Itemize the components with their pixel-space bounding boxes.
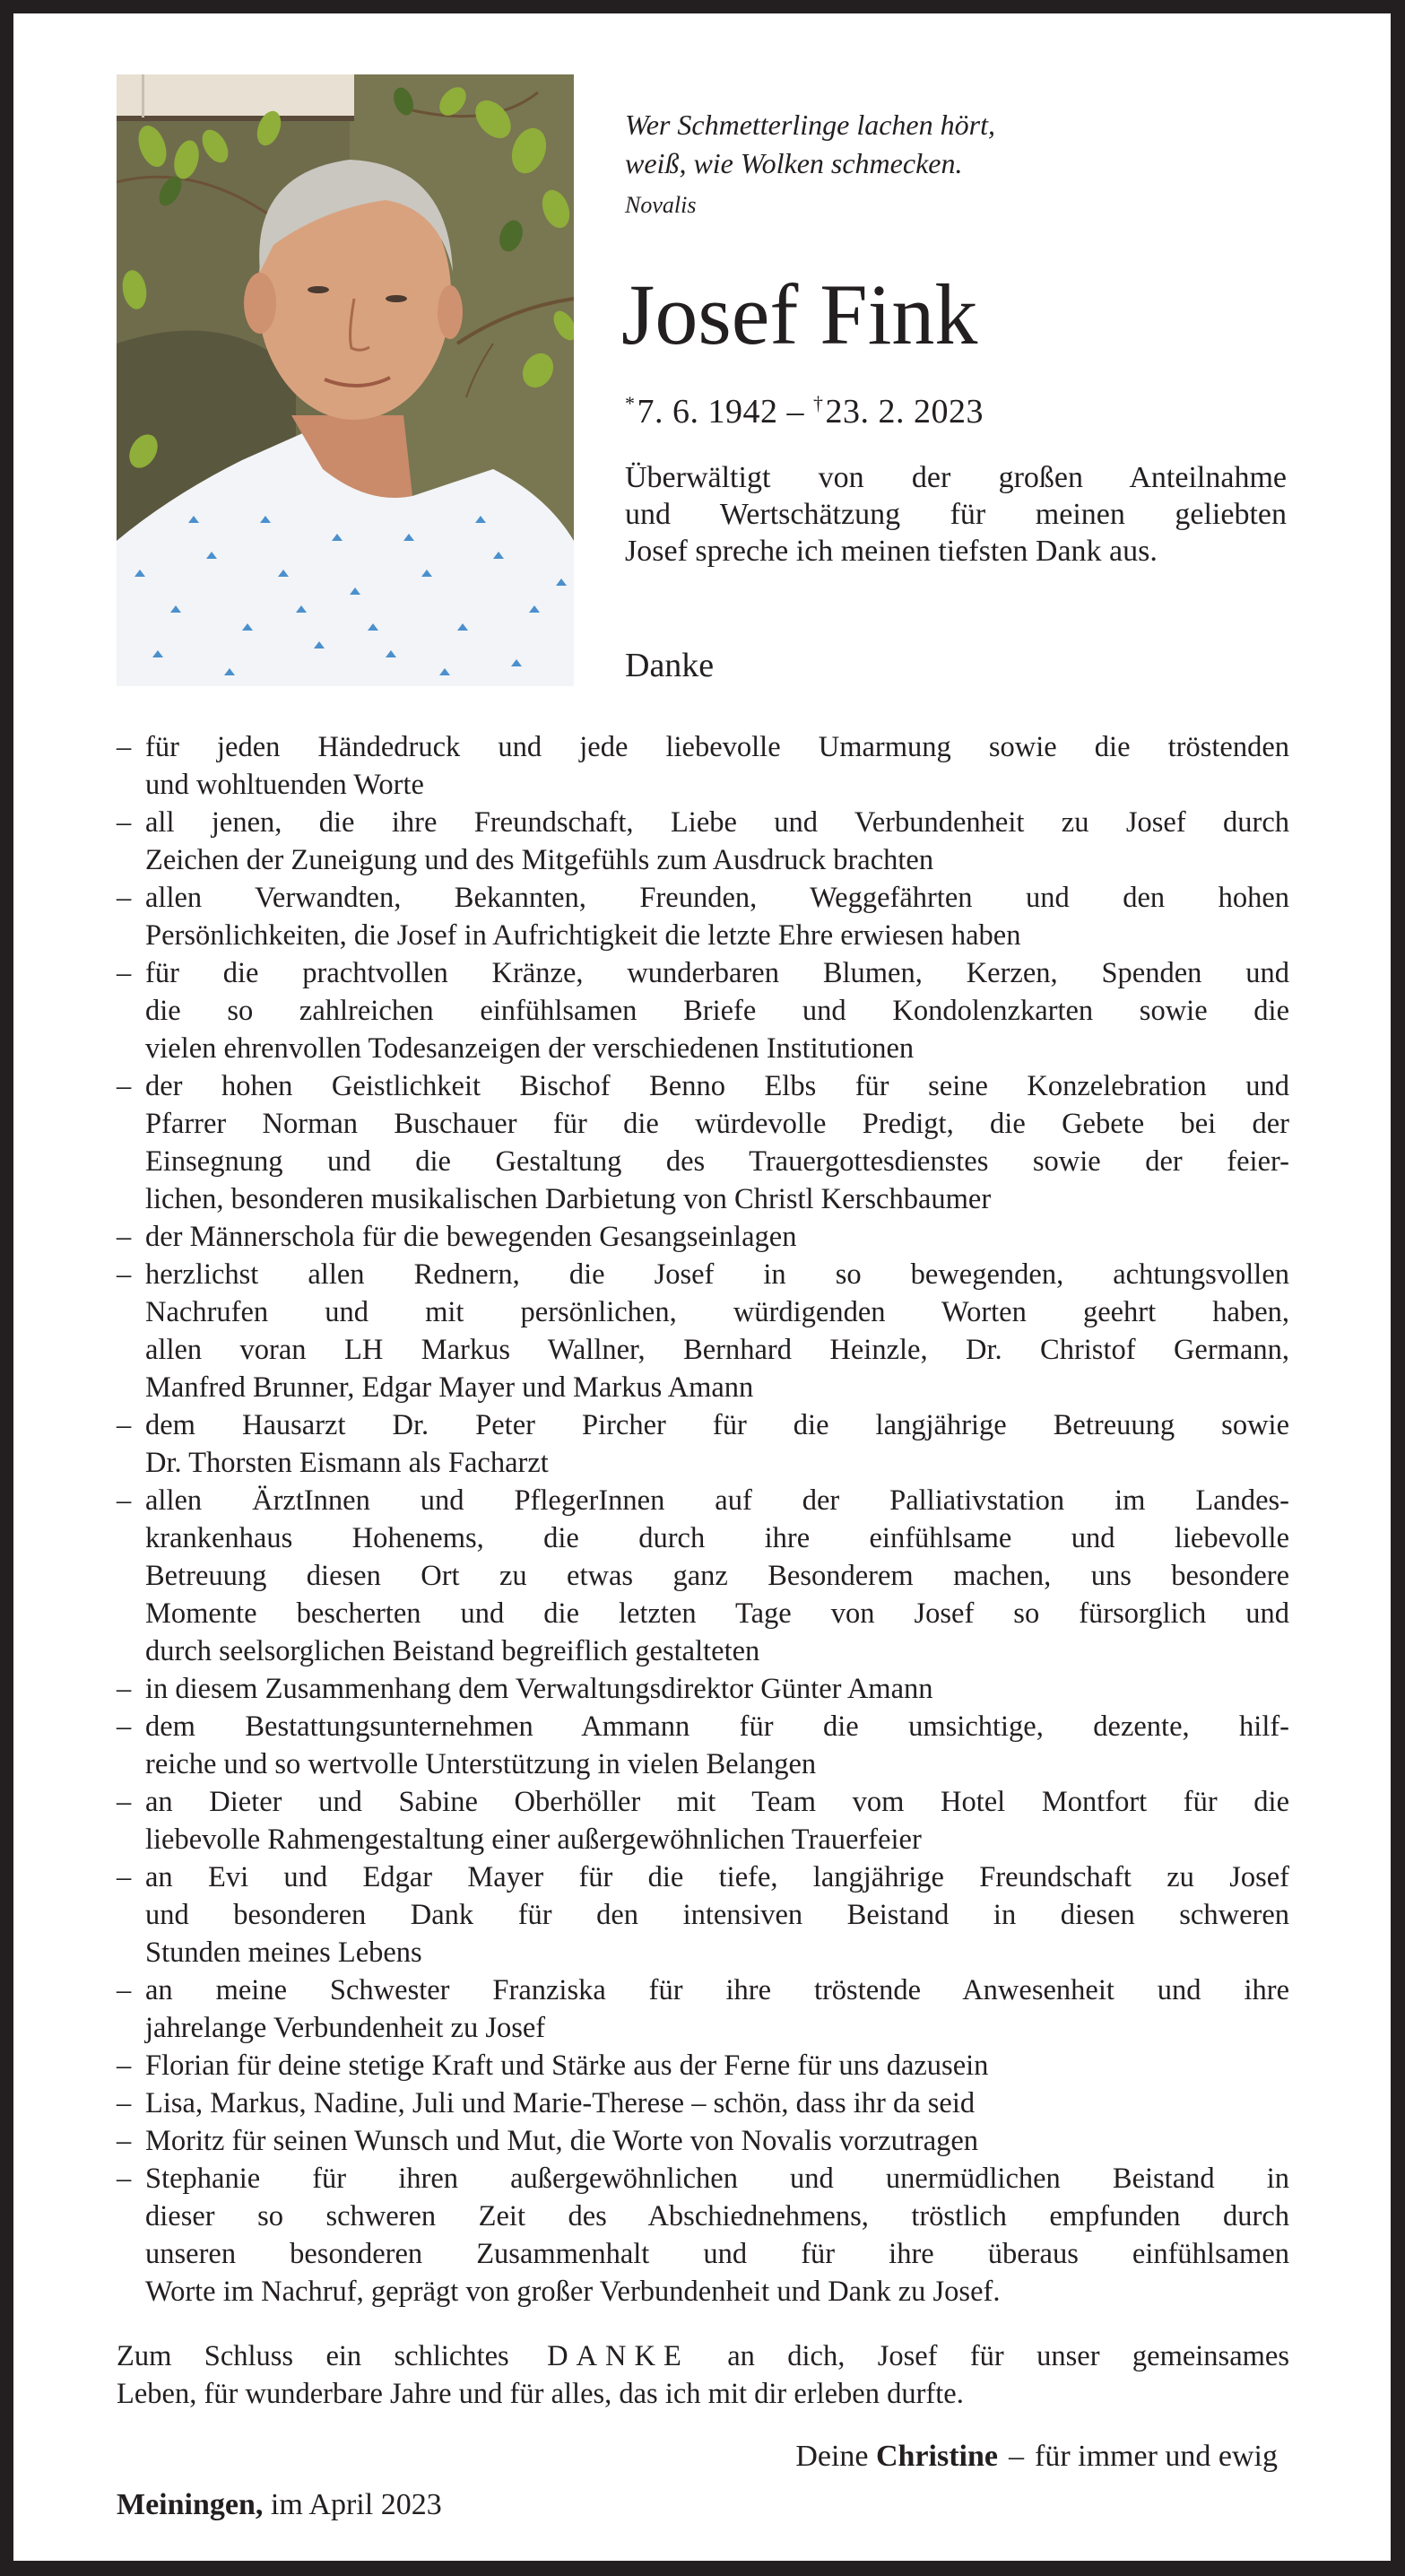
intro-line: und Wertschätzung für meinen geliebten bbox=[625, 498, 1287, 531]
list-item-line: all jenen, die ihre Freundschaft, Liebe und Verbundenheit zu Josef durch bbox=[145, 806, 1289, 839]
intro-line: Josef spreche ich meinen tiefsten Dank aus. bbox=[625, 535, 1158, 568]
list-item bbox=[117, 804, 1289, 879]
list-item bbox=[117, 1783, 1289, 1858]
list-item-line: die so zahlreichen einfühlsamen Briefe und Kondolenzkarten sowie die bbox=[145, 995, 1289, 1027]
list-item-line: Worte im Nachruf, geprägt von großer Verbundenheit und Dank zu Josef. bbox=[145, 2276, 1001, 2308]
list-dash: – bbox=[117, 1673, 132, 1705]
list-item-line: Lisa, Markus, Nadine, Juli und Marie-Therese – schön, dass ihr da seid bbox=[145, 2087, 976, 2119]
list-item-line: allen voran LH Markus Wallner, Bernhard Heinzle, Dr. Christof Germann, bbox=[145, 1334, 1289, 1366]
signature bbox=[795, 2438, 1278, 2476]
list-item bbox=[117, 1971, 1289, 2047]
closing-danke: DANKE bbox=[547, 2340, 689, 2372]
list-item-line: der hohen Geistlichkeit Bischof Benno Elbs für seine Konzelebration und bbox=[145, 1070, 1289, 1102]
list-item-line: an meine Schwester Franziska für ihre tröstende Anwesenheit und ihre bbox=[145, 1974, 1289, 2006]
list-item-line: Momente bescherten und die letzten Tage von Josef so fürsorglich und bbox=[145, 1597, 1289, 1630]
birth-date: 7. 6. 1942 bbox=[637, 393, 778, 431]
death-cross-icon: † bbox=[813, 392, 824, 414]
list-item-line: an Evi und Edgar Mayer für die tiefe, langjährige Freundschaft zu Josef bbox=[145, 1861, 1289, 1893]
portrait-image bbox=[117, 74, 574, 686]
danke-heading: Danke bbox=[625, 647, 715, 684]
closing-text: an dich, Josef für unser gemeinsames bbox=[727, 2340, 1289, 2372]
place-date bbox=[117, 2486, 442, 2524]
list-item bbox=[117, 879, 1289, 954]
thanks-list bbox=[117, 728, 1289, 2311]
list-dash: – bbox=[117, 1484, 132, 1517]
list-item-line: der Männerschola für die bewegenden Gesangseinlagen bbox=[145, 1221, 797, 1253]
list-item-line: Stephanie für ihren außergewöhnlichen und unermüdlichen Beistand in bbox=[145, 2163, 1289, 2195]
list-dash: – bbox=[117, 1258, 132, 1291]
list-dash: – bbox=[117, 2049, 132, 2082]
list-item bbox=[117, 728, 1289, 804]
list-item bbox=[117, 1858, 1289, 1971]
signature-separator: – bbox=[1009, 2440, 1024, 2473]
list-item bbox=[117, 1218, 1289, 1256]
list-dash: – bbox=[117, 882, 132, 914]
place: Meiningen, bbox=[117, 2488, 264, 2521]
list-item bbox=[117, 1406, 1289, 1482]
list-item-line: allen ÄrztInnen und PflegerInnen auf der Palliativstation im Landes- bbox=[145, 1484, 1289, 1517]
quote-author: Novalis bbox=[625, 192, 697, 218]
closing-line bbox=[117, 2337, 1289, 2375]
list-item-line: und besonderen Dank für den intensiven Beistand in diesen schweren bbox=[145, 1899, 1289, 1931]
list-item bbox=[117, 2122, 1289, 2160]
list-item-line: dem Hausarzt Dr. Peter Pircher für die langjährige Betreuung sowie bbox=[145, 1409, 1289, 1441]
list-dash: – bbox=[117, 2087, 132, 2119]
list-item-line: Betreuung diesen Ort zu etwas ganz Besonderem machen, uns besondere bbox=[145, 1560, 1289, 1592]
list-dash: – bbox=[117, 1974, 132, 2006]
list-item-line: jahrelange Verbundenheit zu Josef bbox=[145, 2012, 546, 2044]
list-dash: – bbox=[117, 806, 132, 839]
portrait-photo bbox=[117, 74, 574, 686]
list-item-line: Stunden meines Lebens bbox=[145, 1936, 422, 1969]
list-dash: – bbox=[117, 1221, 132, 1253]
list-item-line: vielen ehrenvollen Todesanzeigen der verschiedenen Institutionen bbox=[145, 1032, 915, 1065]
list-item bbox=[117, 1067, 1289, 1218]
birth-star-icon: * bbox=[625, 392, 636, 414]
date: im April 2023 bbox=[270, 2488, 442, 2521]
list-dash: – bbox=[117, 2125, 132, 2157]
list-dash: – bbox=[117, 1710, 132, 1743]
list-item bbox=[117, 2084, 1289, 2122]
list-item-line: und wohltuenden Worte bbox=[145, 769, 424, 801]
list-item-line: lichen, besonderen musikalischen Darbietung von Christl Kerschbaumer bbox=[145, 1183, 992, 1215]
list-dash: – bbox=[117, 1861, 132, 1893]
list-item-line: reiche und so wertvolle Unterstützung in vielen Belangen bbox=[145, 1748, 817, 1780]
list-item-line: krankenhaus Hohenems, die durch ihre einfühlsame und liebevolle bbox=[145, 1522, 1289, 1554]
list-item-line: dieser so schweren Zeit des Abschiednehmens, tröstlich empfunden durch bbox=[145, 2200, 1289, 2232]
list-item bbox=[117, 954, 1289, 1067]
list-item-line: durch seelsorglichen Beistand begreiflich gestalteten bbox=[145, 1635, 760, 1667]
list-item-line: Einsegnung und die Gestaltung des Trauergottesdienstes sowie der feier- bbox=[145, 1145, 1289, 1178]
list-dash: – bbox=[117, 731, 132, 763]
signature-name: Christine bbox=[876, 2440, 998, 2473]
quote-line: weiß, wie Wolken schmecken. bbox=[625, 147, 963, 179]
list-dash: – bbox=[117, 1070, 132, 1102]
list-item-line: Pfarrer Norman Buschauer für die würdevolle Predigt, die Gebete bei der bbox=[145, 1108, 1289, 1140]
list-item-line: herzlichst allen Rednern, die Josef in so bewegenden, achtungsvollen bbox=[145, 1258, 1289, 1291]
signature-suffix: für immer und ewig bbox=[1035, 2440, 1278, 2473]
list-item bbox=[117, 1670, 1289, 1708]
list-item-line: Nachrufen und mit persönlichen, würdigenden Worten geehrt haben, bbox=[145, 1296, 1289, 1328]
closing-text: Zum Schluss ein schlichtes bbox=[117, 2340, 509, 2372]
death-date: 23. 2. 2023 bbox=[825, 393, 984, 431]
list-dash: – bbox=[117, 1409, 132, 1441]
list-item-line: Persönlichkeiten, die Josef in Aufrichtigkeit die letzte Ehre erwiesen haben bbox=[145, 919, 1021, 952]
list-item-line: Dr. Thorsten Eismann als Facharzt bbox=[145, 1447, 549, 1479]
life-dates bbox=[625, 384, 984, 431]
closing-line: Leben, für wunderbare Jahre und für alles, das ich mit dir erleben durfte. bbox=[117, 2378, 964, 2410]
list-item bbox=[117, 1708, 1289, 1783]
list-dash: – bbox=[117, 1786, 132, 1818]
list-item-line: allen Verwandten, Bekannten, Freunden, Weggefährten und den hohen bbox=[145, 882, 1289, 914]
list-item-line: Zeichen der Zuneigung und des Mitgefühls zum Ausdruck brachten bbox=[145, 844, 934, 876]
closing-paragraph bbox=[117, 2337, 1289, 2413]
list-item bbox=[117, 2160, 1289, 2311]
list-item-line: liebevolle Rahmengestaltung einer außergewöhnlichen Trauerfeier bbox=[145, 1823, 922, 1856]
intro-line: Überwältigt von der großen Anteilnahme bbox=[625, 461, 1287, 494]
list-item-line: dem Bestattungsunternehmen Ammann für die umsichtige, dezente, hilf- bbox=[145, 1710, 1289, 1743]
signature-prefix: Deine bbox=[795, 2440, 869, 2473]
list-item-line: in diesem Zusammenhang dem Verwaltungsdirektor Günter Amann bbox=[145, 1673, 933, 1705]
intro-paragraph bbox=[625, 459, 1287, 570]
list-item-line: unseren besonderen Zusammenhalt und für ihre überaus einfühlsamen bbox=[145, 2238, 1289, 2270]
list-dash: – bbox=[117, 2163, 132, 2195]
list-item-line: an Dieter und Sabine Oberhöller mit Team vom Hotel Montfort für die bbox=[145, 1786, 1289, 1818]
list-item-line: Florian für deine stetige Kraft und Stärke aus der Ferne für uns dazusein bbox=[145, 2049, 989, 2082]
list-dash: – bbox=[117, 957, 132, 989]
quote-line: Wer Schmetterlinge lachen hört, bbox=[625, 109, 995, 141]
list-item bbox=[117, 1256, 1289, 1406]
list-item-line: Moritz für seinen Wunsch und Mut, die Worte von Novalis vorzutragen bbox=[145, 2125, 979, 2157]
list-item-line: für die prachtvollen Kränze, wunderbaren Blumen, Kerzen, Spenden und bbox=[145, 957, 1289, 989]
list-item-line: Manfred Brunner, Edgar Mayer und Markus Amann bbox=[145, 1371, 754, 1404]
list-item bbox=[117, 1482, 1289, 1670]
list-item-line: für jeden Händedruck und jede liebevolle Umarmung sowie die tröstenden bbox=[145, 731, 1289, 763]
list-item bbox=[117, 2047, 1289, 2084]
deceased-name: Josef Fink bbox=[621, 266, 978, 362]
date-separator: – bbox=[786, 393, 804, 431]
quote bbox=[625, 106, 995, 183]
